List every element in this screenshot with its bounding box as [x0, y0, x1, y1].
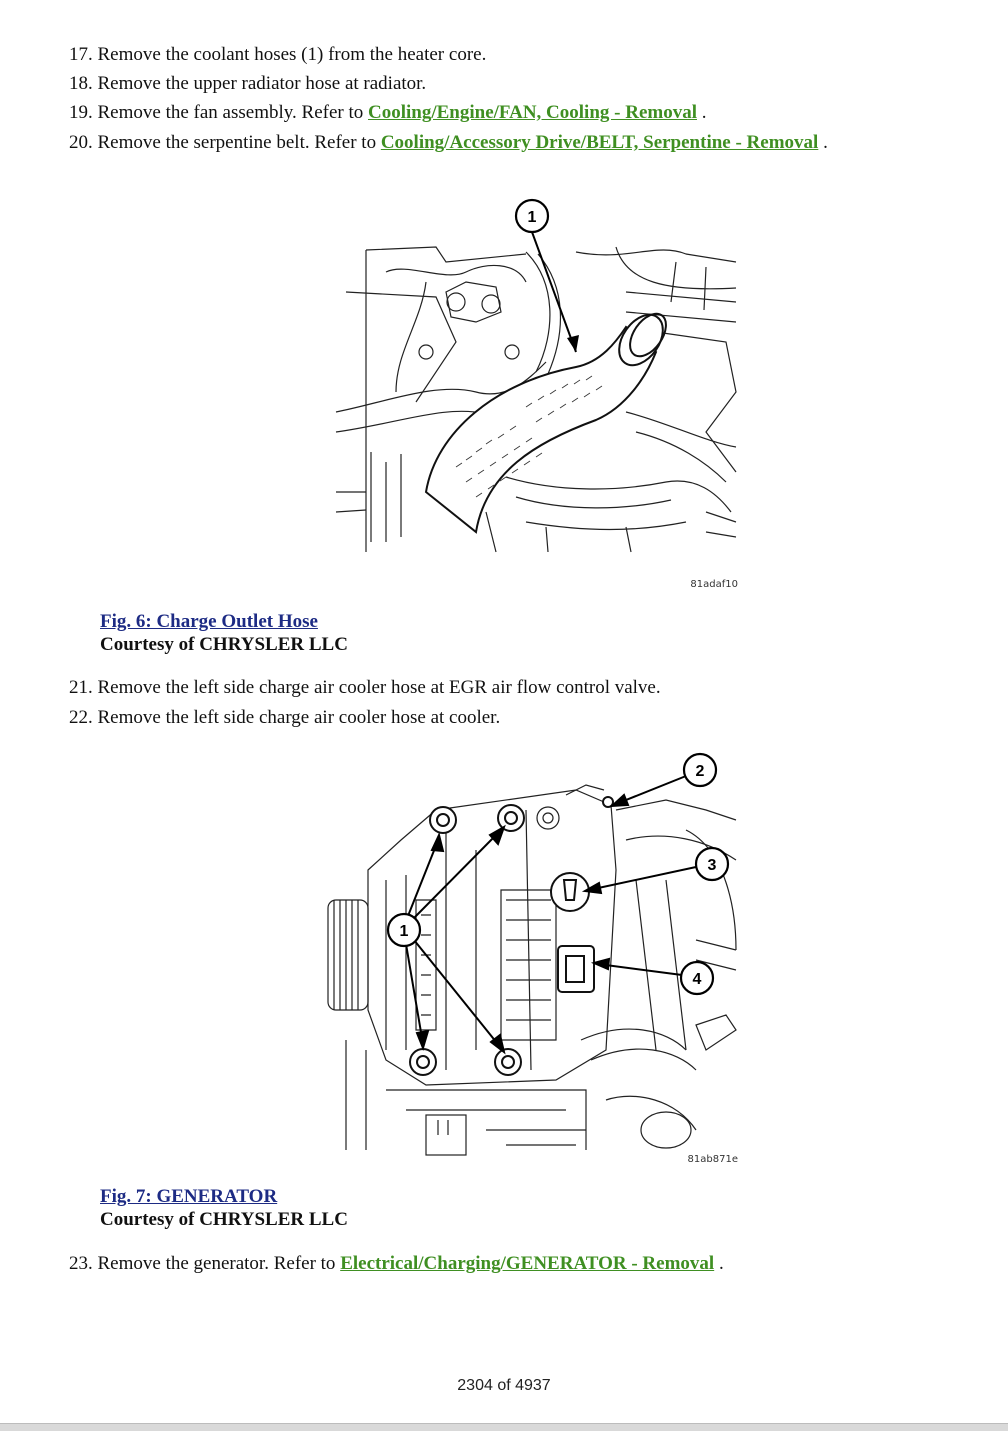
figure-6-credit: Courtesy of CHRYSLER LLC	[100, 634, 348, 655]
generator-illustration	[326, 750, 746, 1168]
page-indicator: 2304 of 4937	[457, 1377, 551, 1394]
figure-6-title[interactable]: Fig. 6: Charge Outlet Hose	[100, 611, 318, 632]
figure-7-callout-1: 1	[399, 923, 409, 940]
link-fan-cooling-removal[interactable]: Cooling/Engine/FAN, Cooling - Removal	[368, 102, 697, 123]
link-generator-removal[interactable]: Electrical/Charging/GENERATOR - Removal	[340, 1253, 715, 1274]
charge-outlet-hose-illustration	[326, 192, 746, 594]
step-20: 20. Remove the serpentine belt. Refer to Cooling/Accessory Drive/BELT, Serpentine - Removal .	[69, 132, 828, 153]
figure-7-callout-3: 3	[707, 857, 717, 874]
step-19: 19. Remove the fan assembly. Refer to Cooling/Engine/FAN, Cooling - Removal .	[69, 102, 707, 123]
step-17: 17. Remove the coolant hoses (1) from the heater core.	[69, 44, 487, 65]
step-21: 21. Remove the left side charge air cooler hose at EGR air flow control valve.	[69, 677, 661, 698]
step-23: 23. Remove the generator. Refer to Electrical/Charging/GENERATOR - Removal .	[69, 1253, 724, 1274]
figure-7-title[interactable]: Fig. 7: GENERATOR	[100, 1186, 278, 1207]
link-serpentine-belt-removal[interactable]: Cooling/Accessory Drive/BELT, Serpentine - Removal	[380, 132, 819, 153]
figure-6-image-code: 81adaf10	[690, 579, 738, 590]
figure-7-generator	[326, 750, 746, 1168]
step-22: 22. Remove the left side charge air cooler hose at cooler.	[69, 707, 501, 728]
figure-7-image-code: 81ab871e	[687, 1154, 738, 1165]
figure-7-credit: Courtesy of CHRYSLER LLC	[100, 1209, 348, 1230]
step-18: 18. Remove the upper radiator hose at radiator.	[69, 73, 427, 94]
figure-7-callout-2: 2	[695, 763, 705, 780]
figure-6-charge-outlet-hose	[326, 192, 746, 594]
figure-6-callout-1: 1	[527, 209, 537, 226]
figure-7-callout-4: 4	[692, 971, 702, 988]
